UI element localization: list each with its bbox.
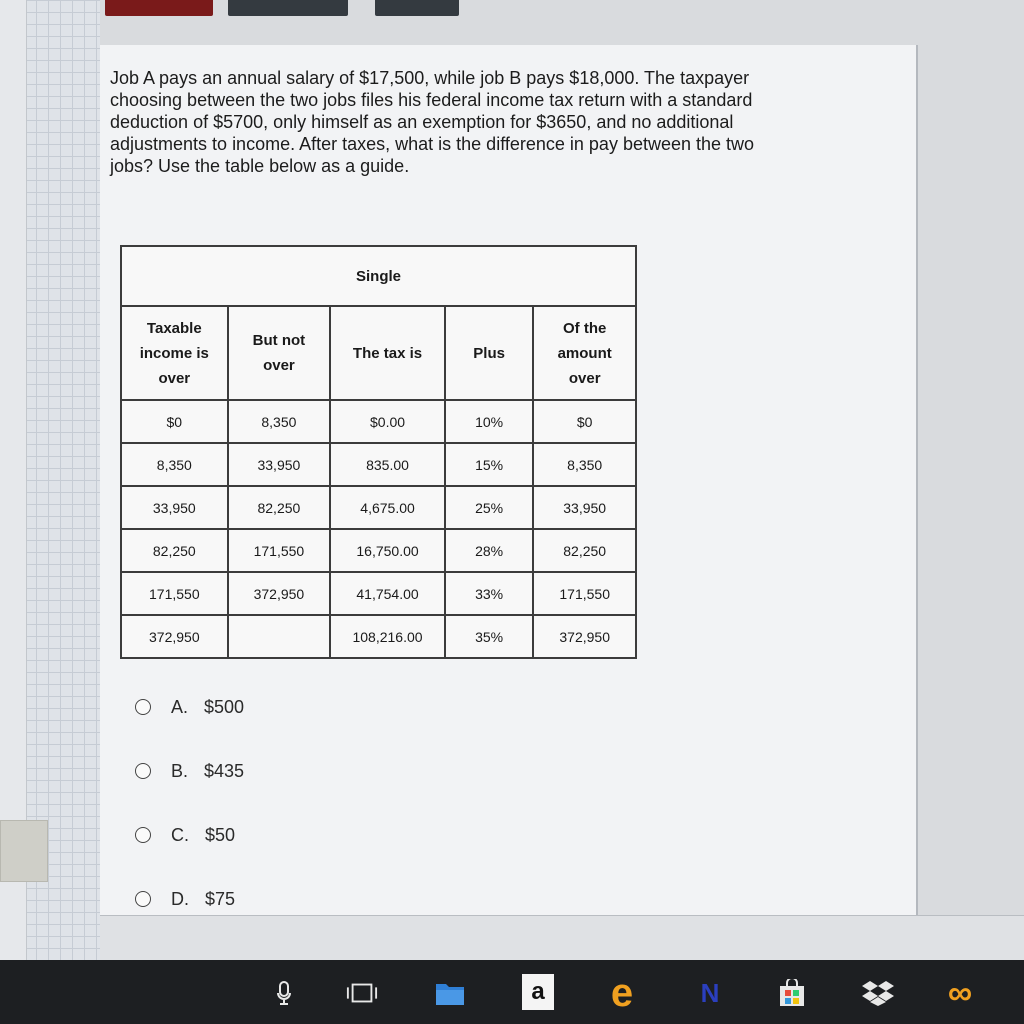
option-text: $75	[205, 888, 236, 909]
dropbox-icon[interactable]	[862, 978, 894, 1008]
top-button-3[interactable]	[375, 0, 459, 16]
table-cell: $0	[121, 400, 228, 443]
table-cell: 835.00	[330, 443, 445, 486]
microphone-icon[interactable]	[268, 978, 300, 1008]
onenote-icon[interactable]: N	[700, 977, 720, 1008]
radio-button[interactable]	[135, 763, 151, 779]
table-cell: 10%	[445, 400, 534, 443]
header-taxable-income: Taxable income is over	[121, 306, 228, 400]
task-view-icon[interactable]	[346, 978, 378, 1008]
table-cell: 28%	[445, 529, 534, 572]
question-line: choosing between the two jobs files his federal income tax return with a standard	[110, 90, 753, 110]
table-cell: 8,350	[228, 400, 331, 443]
infinity-icon[interactable]: ∞	[947, 973, 973, 1012]
table-cell: 82,250	[228, 486, 331, 529]
table-cell: 372,950	[121, 615, 228, 658]
table-cell: 372,950	[228, 572, 331, 615]
top-button-2[interactable]	[228, 0, 348, 16]
question-line: deduction of $5700, only himself as an exemption for $3650, and no additional	[110, 112, 734, 132]
answer-option-b[interactable]	[135, 759, 244, 783]
question-card	[100, 45, 918, 915]
radio-button[interactable]	[135, 891, 151, 907]
option-text: $435	[204, 760, 245, 781]
table-row	[121, 443, 636, 486]
table-cell: $0.00	[330, 400, 445, 443]
table-cell: 35%	[445, 615, 534, 658]
answer-option-a[interactable]	[135, 695, 244, 719]
page-footer-area	[100, 915, 1024, 961]
table-cell: 82,250	[121, 529, 228, 572]
table-cell: 108,216.00	[330, 615, 445, 658]
table-cell: 171,550	[121, 572, 228, 615]
tax-rate-table	[120, 245, 637, 659]
table-cell: 372,950	[533, 615, 636, 658]
table-row	[121, 400, 636, 443]
table-cell	[228, 615, 331, 658]
table-row	[121, 615, 636, 658]
table-cell: 33,950	[228, 443, 331, 486]
table-cell: 8,350	[533, 443, 636, 486]
question-line: jobs? Use the table below as a guide.	[110, 156, 410, 176]
left-sidebar-strip	[0, 0, 27, 960]
table-cell: 41,754.00	[330, 572, 445, 615]
table-cell: 82,250	[533, 529, 636, 572]
option-letter: D.	[171, 888, 189, 909]
table-cell: 4,675.00	[330, 486, 445, 529]
question-line: Job A pays an annual salary of $17,500, while job B pays $18,000. The taxpayer	[110, 68, 750, 88]
table-cell: $0	[533, 400, 636, 443]
left-side-tab[interactable]	[0, 820, 48, 882]
table-cell: 25%	[445, 486, 534, 529]
table-cell: 171,550	[533, 572, 636, 615]
option-text: $500	[204, 696, 245, 717]
header-tax-is: The tax is	[330, 306, 445, 400]
table-row	[121, 572, 636, 615]
answer-option-c[interactable]	[135, 823, 235, 847]
taskbar	[0, 960, 1024, 1024]
store-icon[interactable]	[776, 978, 808, 1008]
table-row	[121, 529, 636, 572]
option-letter: A.	[171, 696, 189, 717]
question-line: adjustments to income. After taxes, what is the difference in pay between the two	[110, 134, 755, 154]
table-cell: 171,550	[228, 529, 331, 572]
radio-button[interactable]	[135, 827, 151, 843]
option-text: $50	[205, 824, 236, 845]
table-cell: 33,950	[121, 486, 228, 529]
header-but-not-over: But not over	[228, 306, 331, 400]
amazon-icon[interactable]: a	[522, 974, 554, 1010]
edge-icon[interactable]: e	[610, 970, 634, 1015]
table-cell: 15%	[445, 443, 534, 486]
table-row	[121, 486, 636, 529]
table-cell: 33,950	[533, 486, 636, 529]
answer-option-d[interactable]	[135, 887, 235, 911]
table-cell: 16,750.00	[330, 529, 445, 572]
header-plus: Plus	[445, 306, 534, 400]
top-button-1[interactable]	[105, 0, 213, 16]
option-letter: B.	[171, 760, 189, 781]
option-letter: C.	[171, 824, 189, 845]
table-cell: 8,350	[121, 443, 228, 486]
radio-button[interactable]	[135, 699, 151, 715]
header-of-amount-over: Of the amount over	[533, 306, 636, 400]
file-explorer-icon[interactable]	[434, 978, 466, 1008]
table-title: Single	[121, 246, 636, 306]
question-text	[110, 67, 910, 177]
table-cell: 33%	[445, 572, 534, 615]
